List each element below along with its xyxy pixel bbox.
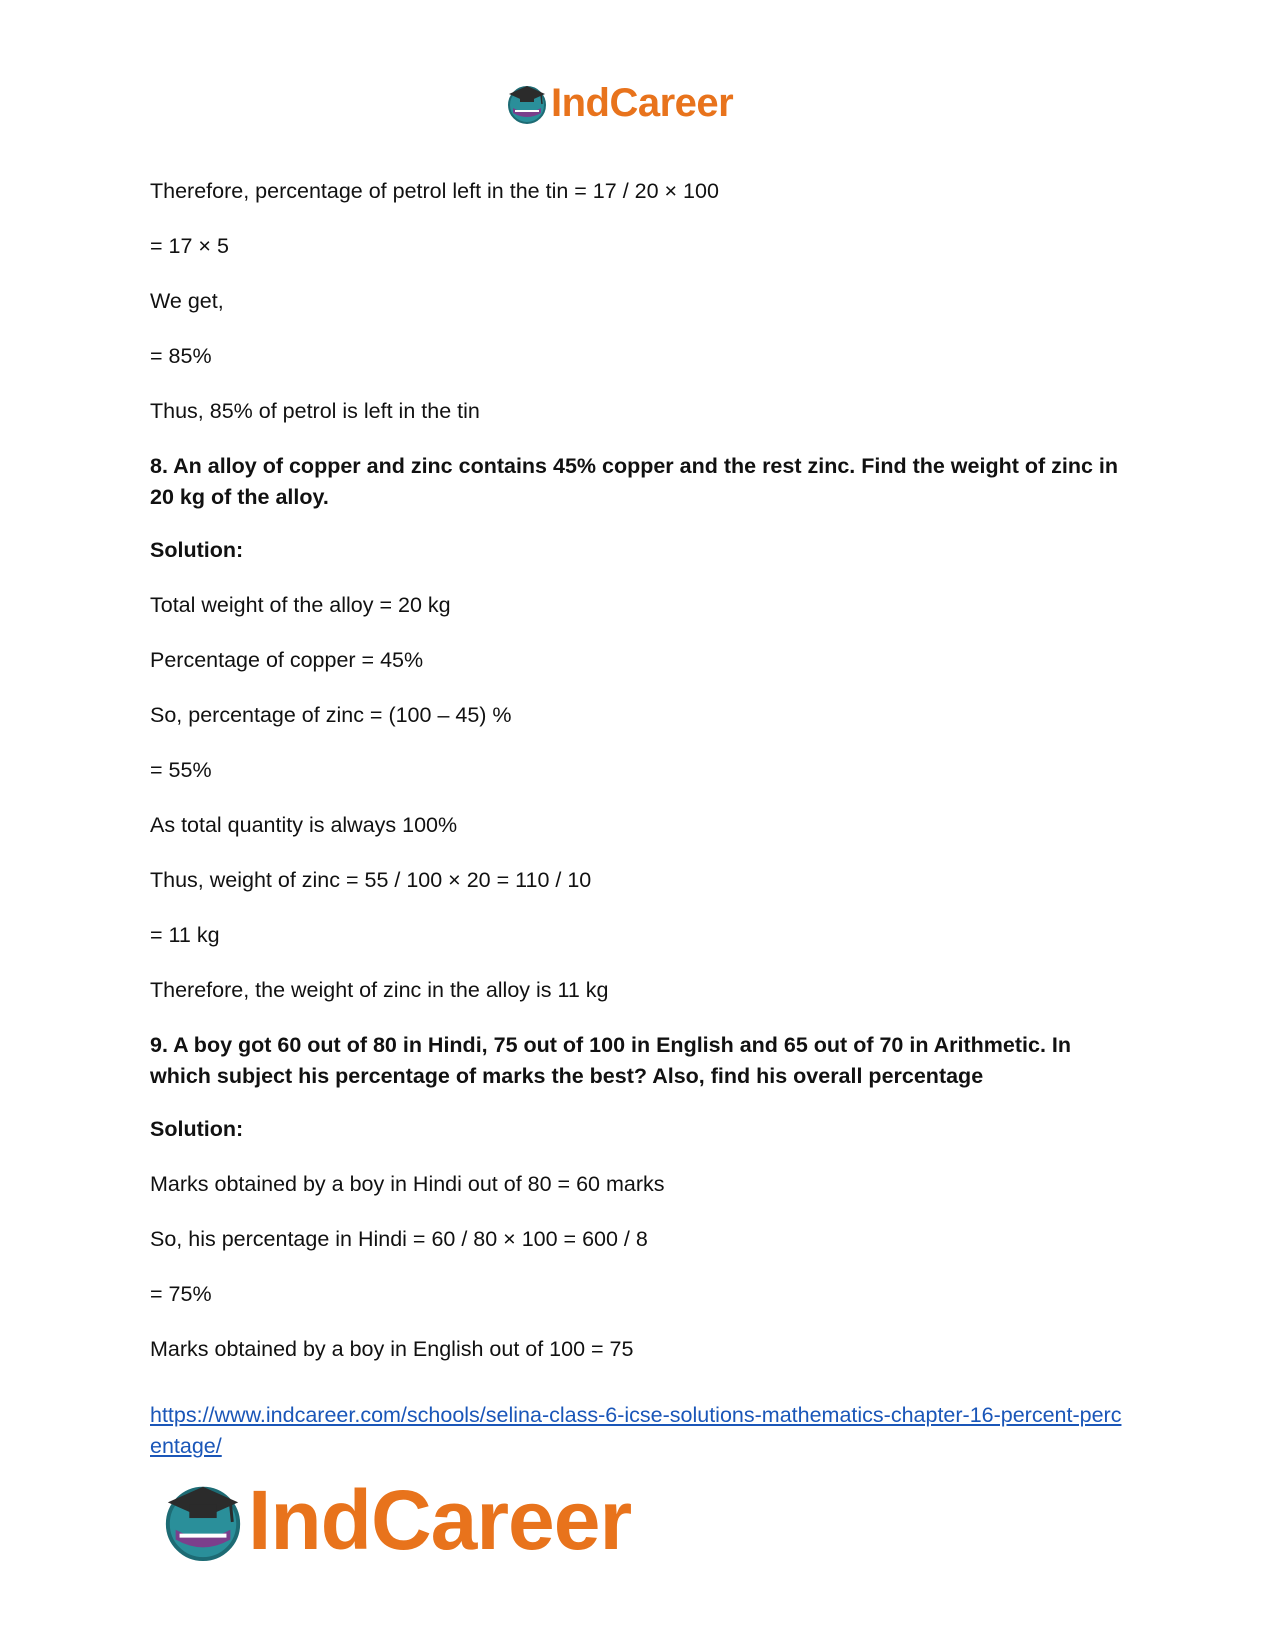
- text-line: Therefore, percentage of petrol left in the tin = 17 / 20 × 100: [150, 179, 719, 203]
- header-logo-text: IndCareer: [551, 81, 734, 125]
- globe-graduation-icon: [505, 80, 549, 126]
- text-line: = 75%: [150, 1282, 212, 1306]
- text-line: As total quantity is always 100%: [150, 813, 458, 837]
- source-link[interactable]: https://www.indcareer.com/schools/selina-class-6-icse-solutions-mathematics-chapter-16-percent-percentage/: [150, 1403, 1122, 1458]
- solution-heading: Solution:: [150, 538, 244, 562]
- text-line: = 85%: [150, 344, 212, 368]
- text-line: Marks obtained by a boy in English out of 100 = 75: [150, 1337, 634, 1361]
- footer-logo: [160, 1475, 631, 1565]
- text-line: Thus, weight of zinc = 55 / 100 × 20 = 110 / 10: [150, 868, 592, 892]
- text-line: Percentage of copper = 45%: [150, 648, 424, 672]
- solution-heading: Solution:: [150, 1117, 244, 1141]
- text-line: = 11 kg: [150, 923, 220, 947]
- question-8: 8. An alloy of copper and zinc contains 45% copper and the rest zinc. Find the weight of zinc in 20 kg of the alloy.: [150, 454, 1119, 509]
- text-line: So, his percentage in Hindi = 60 / 80 × 100 = 600 / 8: [150, 1227, 648, 1251]
- text-line: = 55%: [150, 758, 212, 782]
- text-line: Thus, 85% of petrol is left in the tin: [150, 399, 480, 423]
- text-line: So, percentage of zinc = (100 – 45) %: [150, 703, 512, 727]
- text-line: Marks obtained by a boy in Hindi out of 80 = 60 marks: [150, 1172, 665, 1196]
- document-body: [150, 176, 1125, 1389]
- text-line: = 17 × 5: [150, 234, 229, 258]
- question-9: 9. A boy got 60 out of 80 in Hindi, 75 out of 100 in English and 65 out of 70 in Arithmetic. In which subject his percentage of marks the best? Also, find his overall percentage: [150, 1033, 1072, 1088]
- text-line: We get,: [150, 289, 224, 313]
- header-logo: [505, 80, 733, 126]
- text-line: Therefore, the weight of zinc in the alloy is 11 kg: [150, 978, 609, 1002]
- text-line: Total weight of the alloy = 20 kg: [150, 593, 451, 617]
- footer-logo-text: IndCareer: [248, 1473, 632, 1567]
- globe-graduation-icon: [160, 1475, 246, 1565]
